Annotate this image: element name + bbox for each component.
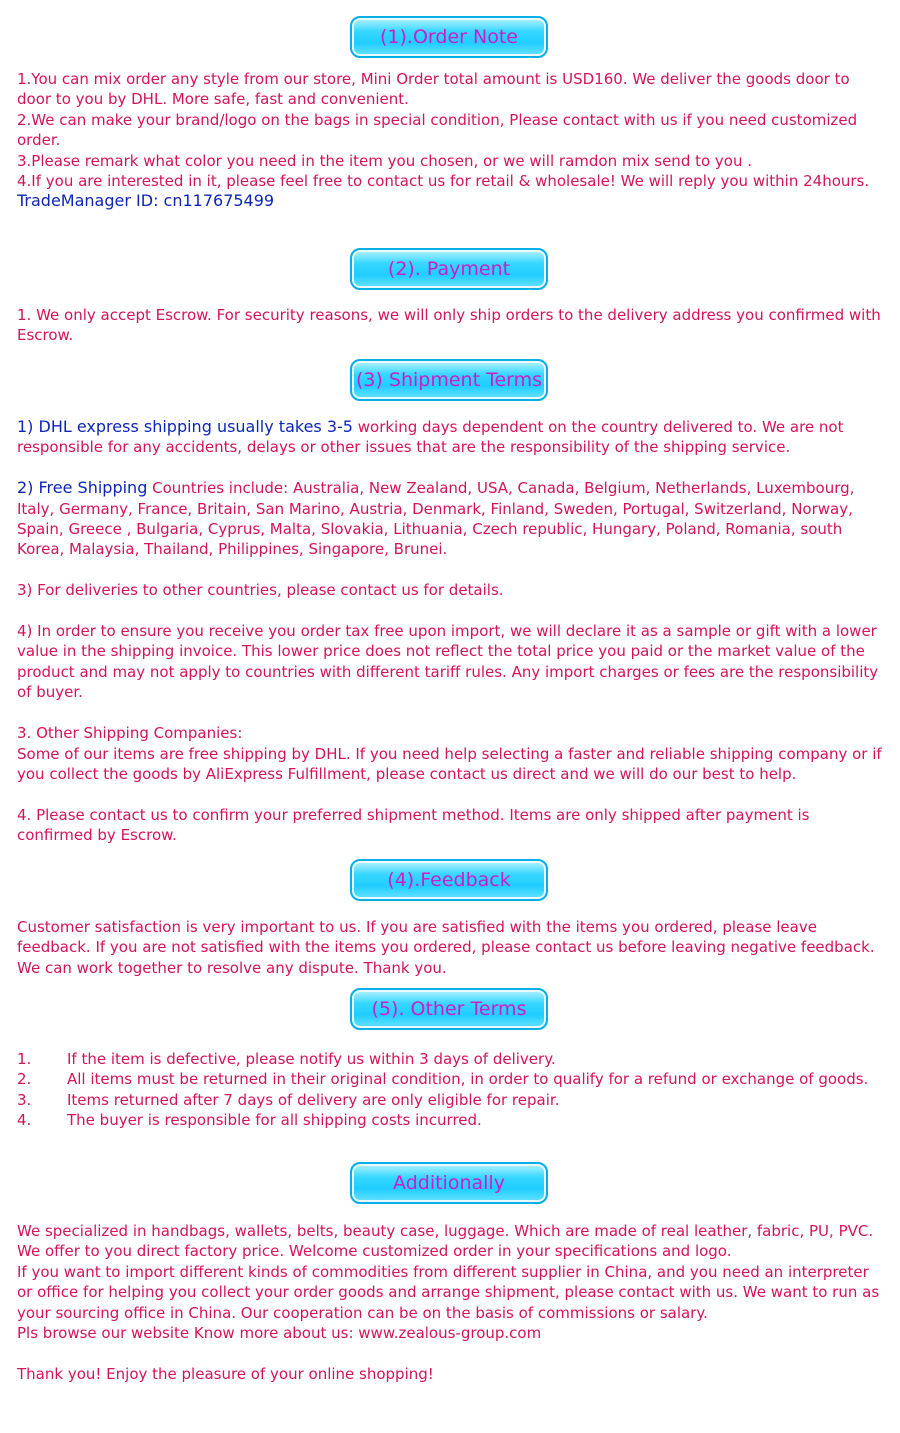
other-terms-item-4 — [17, 1110, 885, 1130]
free-shipping-paragraph — [17, 478, 885, 560]
other-shipping-text: Some of our items are free shipping by DHL. If you need help selecting a faster and reliable shipping company or if you collect the goods by AliExpress Fulfillment, please contact us direct and we will do our best to help. — [17, 744, 882, 783]
free-shipping-countries: Countries include: Australia, New Zealand, USA, Canada, Belgium, Netherlands, Luxembourg, Italy, Germany, France, Britain, San Marino, Austria, Denmark, Finland, Sweden, Portugal, Switzerland, Norway, Spain, Greece , Bulgaria, Cyprus, Malta, Slovakia, Lithuania, Czech republic, Hungary, Poland, Romania, south Korea, Malaysia, Thailand, Philippines, Singapore, Brunei. — [17, 479, 855, 559]
trademanager-id: TradeManager ID: cn117675499 — [17, 191, 275, 211]
other-terms-item-2 — [17, 1069, 885, 1089]
other-terms-item-1 — [17, 1049, 885, 1069]
shipment-terms-body — [17, 417, 885, 846]
other-shipping-title: 3. Other Shipping Companies: — [17, 724, 243, 743]
item-number: 4. — [17, 1111, 32, 1130]
shipment-dhl-paragraph — [17, 417, 885, 458]
item-text: The buyer is responsible for all shipping costs incurred. — [67, 1111, 482, 1130]
feedback-body — [17, 917, 885, 978]
other-terms-item-3 — [17, 1090, 885, 1110]
dhl-text: working days dependent on the country delivered to. We are not responsible for any accidents, delays or other issues that are the responsibility of the shipping service. — [17, 418, 844, 457]
item-text: Items returned after 7 days of delivery are only eligible for repair. — [67, 1090, 560, 1109]
additionally-line-1: We specialized in handbags, wallets, belts, beauty case, luggage. Which are made of real leather, fabric, PU, PVC. — [17, 1222, 874, 1240]
additionally-header: Additionally — [350, 1162, 548, 1204]
additionally-line-3: If you want to import different kinds of commodities from different supplier in China, and you need an interpreter or office for helping you collect your order goods and arrange shipment, please contact with us. We want to run as your sourcing office in China. Our cooperation can be on the basis of commissions or salary. — [17, 1262, 880, 1322]
feedback-text: Customer satisfaction is very important to us. If you are satisfied with the items you ordered, please leave feedback. If you are not satisfied with the items you ordered, please contact us before leaving negative feedback. We can work together to resolve any dispute. Thank you. — [17, 918, 875, 977]
payment-body — [17, 305, 885, 346]
item-number: 1. — [17, 1050, 32, 1068]
item-number: 3. — [17, 1090, 32, 1109]
order-note-body — [17, 69, 885, 212]
additionally-line-2: We offer to you direct factory price. Welcome customized order in your specifications and logo. — [17, 1242, 732, 1261]
additionally-website-line: Pls browse our website Know more about us: www.zealous-group.com — [17, 1324, 542, 1343]
additionally-body — [17, 1221, 885, 1384]
other-terms-header: (5). Other Terms — [350, 988, 548, 1030]
item-text: All items must be returned in their original condition, in order to qualify for a refund or exchange of goods. — [67, 1070, 869, 1089]
other-terms-body — [17, 1049, 885, 1131]
item-number: 2. — [17, 1070, 32, 1089]
dhl-highlight: 1) DHL express shipping usually takes 3-5 — [17, 417, 353, 436]
order-note-line-2: 2.We can make your brand/logo on the bags in special condition, Please contact with us if you need customized order. — [17, 110, 858, 150]
order-note-line-1: 1.You can mix order any style from our store, Mini Order total amount is USD160. We deliver the goods door to door to you by DHL. More safe, fast and convenient. — [17, 70, 850, 109]
shipment-terms-header: (3) Shipment Terms — [350, 359, 548, 401]
payment-header: (2). Payment — [350, 248, 548, 290]
item-text: If the item is defective, please notify us within 3 days of delivery. — [67, 1050, 556, 1068]
free-shipping-highlight: 2) Free Shipping — [17, 478, 148, 498]
other-countries-paragraph: 3) For deliveries to other countries, please contact us for details. — [17, 581, 504, 600]
order-note-line-4: 4.If you are interested in it, please feel free to contact us for retail & wholesale! We will reply you within 24hours. — [17, 172, 870, 191]
payment-text: 1. We only accept Escrow. For security reasons, we will only ship orders to the delivery address you confirmed with Escrow. — [17, 306, 881, 345]
order-note-line-3: 3.Please remark what color you need in the item you chosen, or we will ramdon mix send to you . — [17, 151, 753, 170]
feedback-header: (4).Feedback — [350, 859, 548, 901]
closing-thanks: Thank you! Enjoy the pleasure of your online shopping! — [17, 1364, 434, 1383]
confirm-shipment-paragraph: 4. Please contact us to confirm your preferred shipment method. Items are only shipped after payment is confirmed by Escrow. — [17, 805, 810, 845]
order-note-header: (1).Order Note — [350, 16, 548, 58]
tax-paragraph: 4) In order to ensure you receive you order tax free upon import, we will declare it as a sample or gift with a lower value in the shipping invoice. This lower price does not reflect the total price you paid or the market value of the product and may not apply to countries with different tariff rules. Any import charges or fees are the responsibility of buyer. — [17, 622, 879, 702]
